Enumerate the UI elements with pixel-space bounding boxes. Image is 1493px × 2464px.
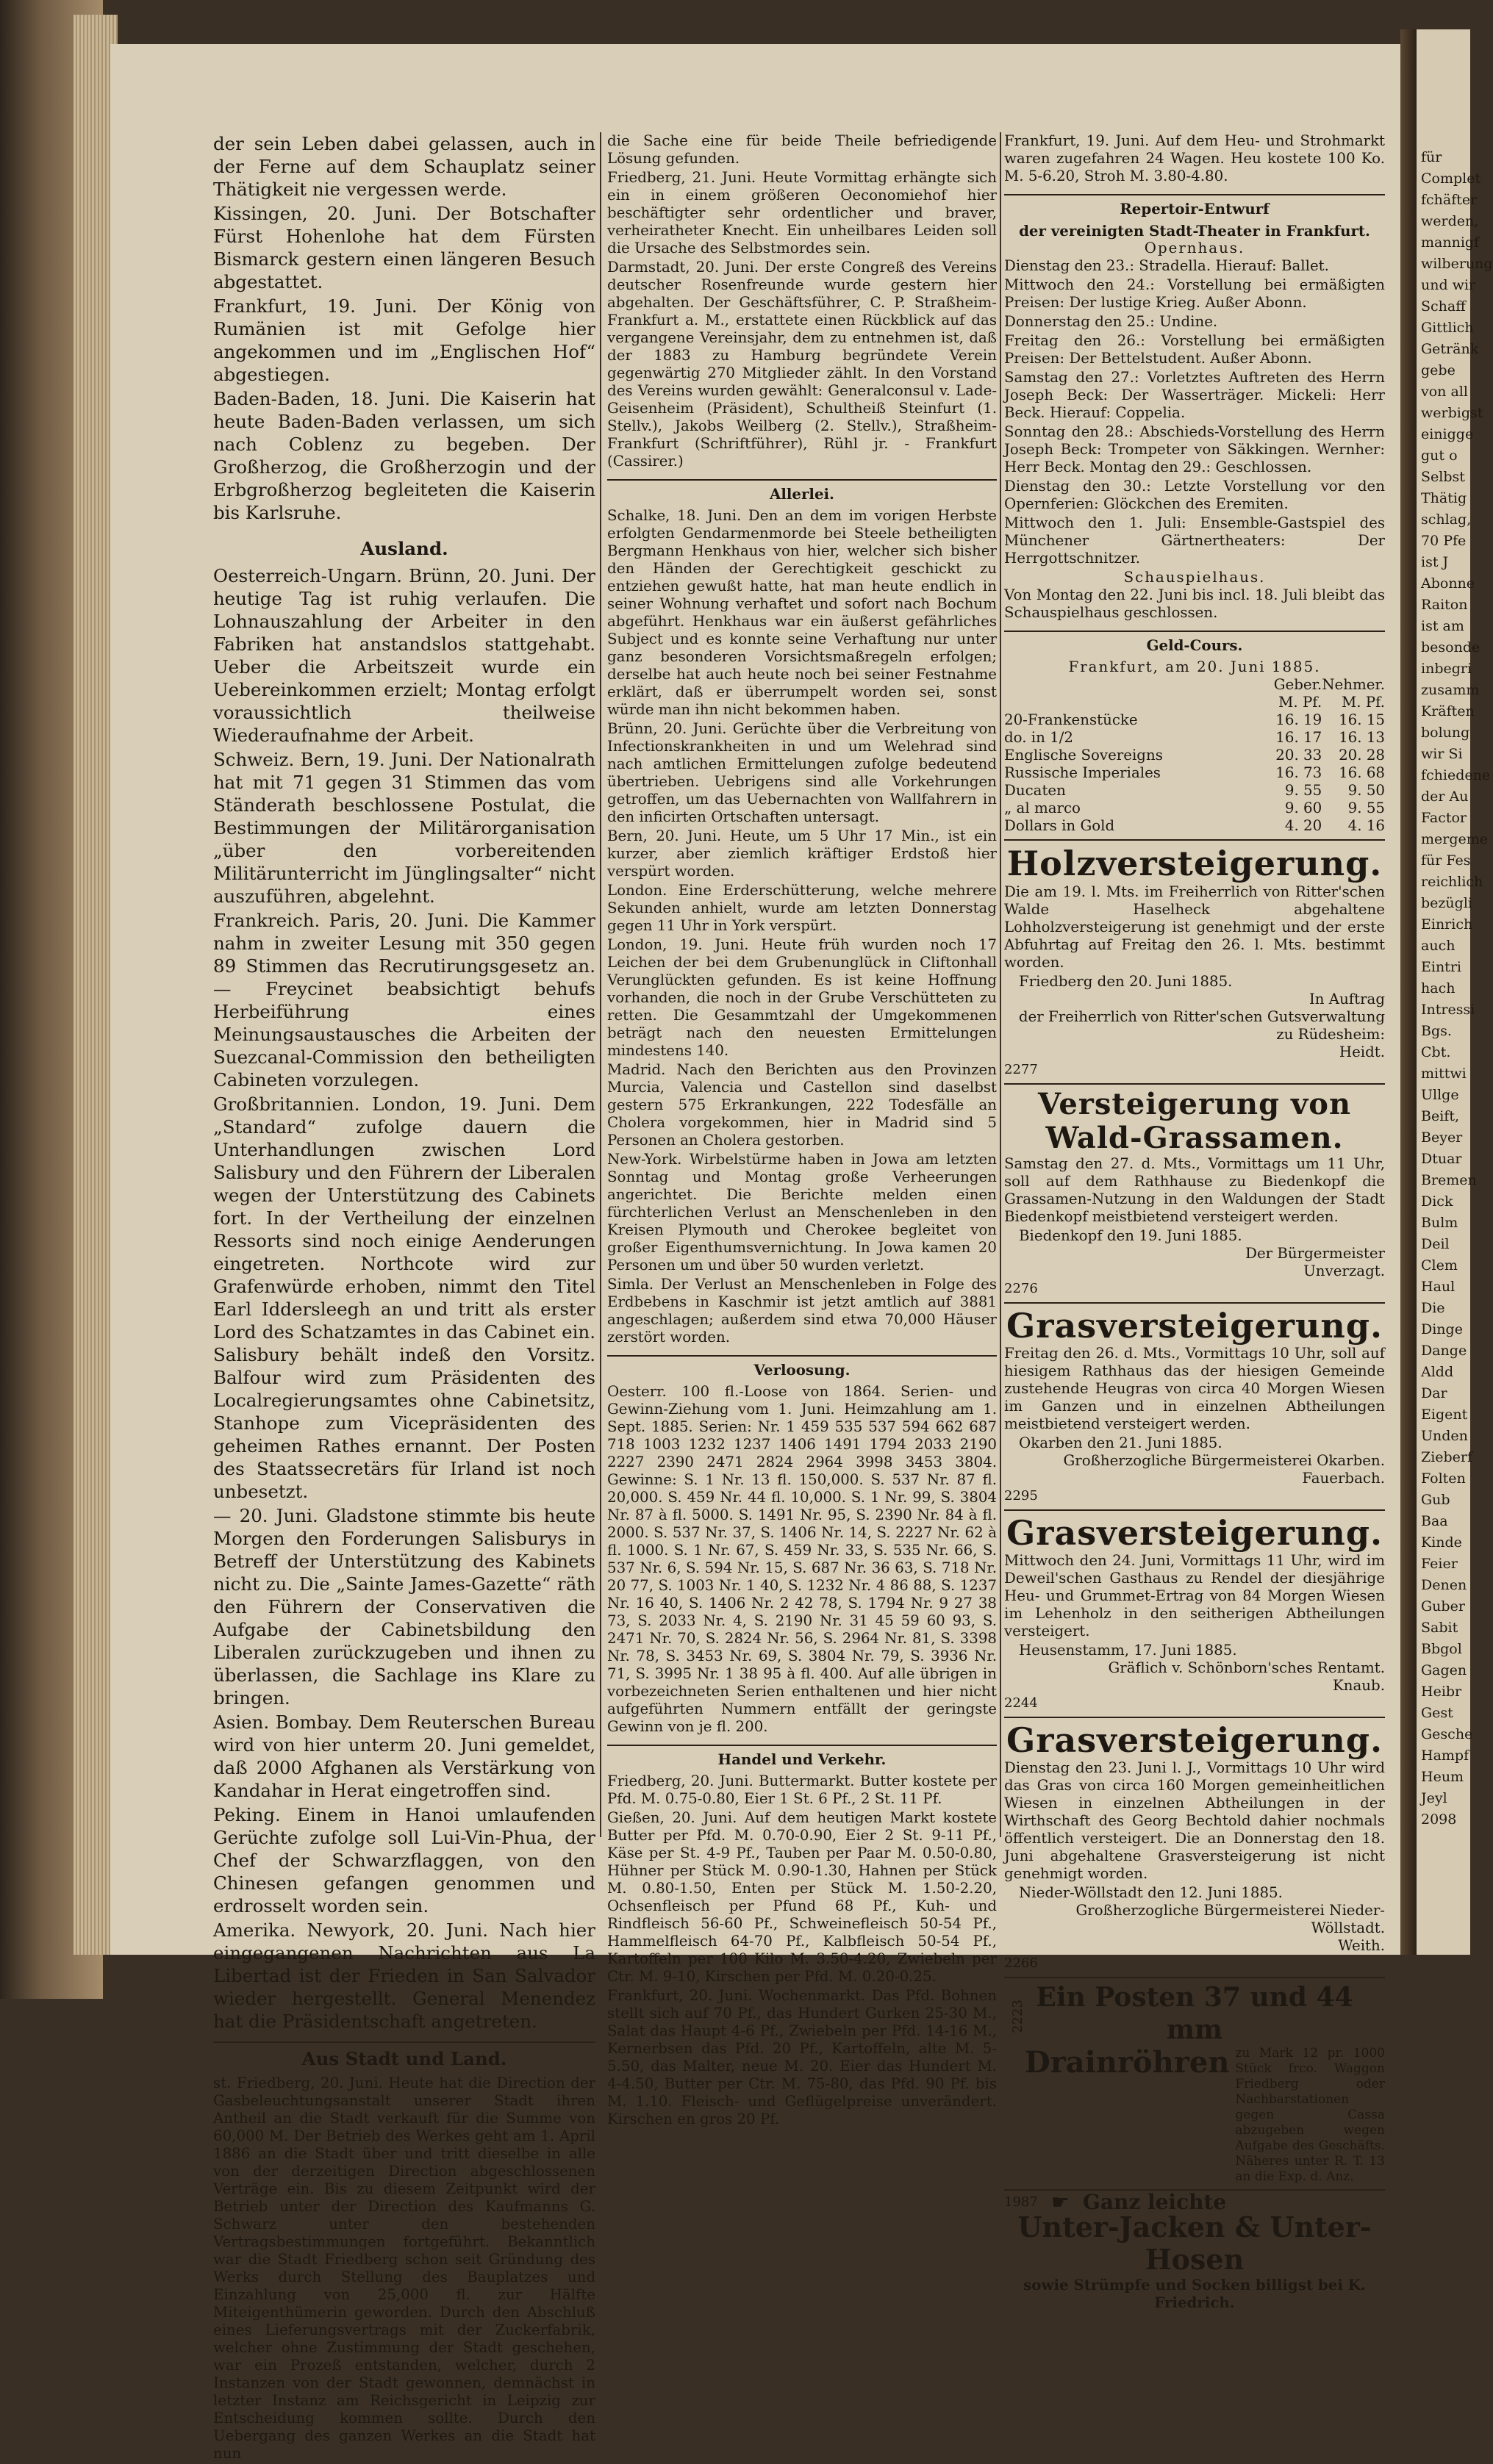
unter-line-2: Unter-Jacken & Unter-Hosen <box>1017 2210 1372 2276</box>
col1-news <box>213 132 595 524</box>
fragment-line: Hampf <box>1421 1748 1469 1764</box>
unterjacken-ad <box>1004 2189 1385 2311</box>
fragment-line: Selbst <box>1421 469 1465 485</box>
currency-name: do. in 1/2 <box>1004 729 1073 746</box>
handel-paragraph: Frankfurt, 20. Juni. Wochenmarkt. Das Pfd. Bohnen stellt sich auf 70 Pf., das Hundert Gurken 25-30 M., Salat das Haupt 4-6 Pf., Zwiebeln per Pfd. 14-16 M., Kernerbsen das Pfd. 20 Pf., Kartoffeln, alte M. 5-5.50, das Malter, neue M. 20. Eier das Hundert M. 4-4.50, Butter per Ctr. M. 75-80, das Pfd. 90 Pf. bis M. 1.10. Fleisch- und Geflügelpreise unverändert. Kirschen en gros 20 Pf. <box>607 1987 997 2127</box>
fragment-line: auch <box>1421 938 1456 954</box>
verloosung-text: Oesterr. 100 fl.-Loose von 1864. Serien- und Gewinn-Ziehung vom 1. Juni. Heimzahlung am 1. Sept. 1885. Serien: Nr. 1 459 535 537 594 662 687 718 1003 1232 1237 1406 1491 1794 2033 2190 2227 2390 2471 2824 2964 3998 3453 3804. Gewinne: S. 1 Nr. 13 fl. 150,000. S. 537 Nr. 87 fl. 20,000. S. 459 Nr. 44 fl. 10,000. S. 1 Nr. 99, S. 3804 Nr. 87 à fl. 5000. S. 1491 Nr. 95, S. 2390 Nr. 84 à fl. 2000. S. 537 Nr. 37, S. 1406 Nr. 14, S. 2227 Nr. 62 à fl. 1000. S. 1 Nr. 67, S. 459 Nr. 33, S. 535 Nr. 66, S. 537 Nr. 6, S. 594 Nr. 15, S. 687 Nr. 36 63, S. 718 Nr. 20 77, S. 1003 Nr. 1 40, S. 1232 Nr. 4 86 88, S. 1237 Nr. 16 40, S. 1406 Nr. 2 42 78, S. 1794 Nr. 9 27 38 73, S. 2033 Nr. 4, S. 2190 Nr. 31 45 59 60 93, S. 2471 Nr. 70, S. 2824 Nr. 56, S. 2964 Nr. 81, S. 3398 Nr. 78, S. 3453 Nr. 69, S. 3804 Nr. 79, S. 3936 Nr. 71, S. 3995 Nr. 1 38 95 à fl. 400. Auf alle übrigen in vorbezeichneten Serien enthaltenen und hier nicht aufgeführten Nummern entfällt der geringste Gewinn von je fl. 200. <box>607 1383 997 1735</box>
auction-ad <box>1004 1083 1385 1298</box>
allerlei-paragraph: Simla. Der Verlust an Menschenleben in Folge des Erdbebens in Kaschmir ist jetzt amtlich auf 3881 angeschlagen; außerdem sind etwa 70,000 Häuser zerstört worden. <box>607 1276 997 1346</box>
fragment-line: Intressi <box>1421 1002 1475 1018</box>
ad-place: Biedenkopf den 19. Juni 1885. <box>1019 1227 1242 1244</box>
fragment-line: Feier <box>1421 1556 1458 1572</box>
repertoire-line: Mittwoch den 24.: Vorstellung bei ermäßigten Preisen: Der lustige Krieg. Außer Abonn. <box>1004 276 1385 311</box>
fragment-line: Einrich <box>1421 916 1473 933</box>
fragment-line: fchäfter <box>1421 192 1478 208</box>
advertisements <box>1004 839 1385 1972</box>
column-1 <box>213 132 595 2464</box>
ad-title: Versteigerung von Wald-Grassamen. <box>1037 1087 1352 1155</box>
ad-number: 2276 <box>1004 1281 1038 1296</box>
fragment-line: schlag, <box>1421 511 1472 528</box>
fragment-line: gebe <box>1421 362 1456 378</box>
fragment-line: Gest <box>1421 1705 1453 1721</box>
book-gutter <box>1400 29 1417 1955</box>
fragment-line: Cbt. <box>1421 1044 1451 1060</box>
fragment-line: Gittlich <box>1421 320 1474 336</box>
news-paragraph: Darmstadt, 20. Juni. Der erste Congreß des Vereins deutscher Rosenfreunde wurde gestern hier abgehalten. Der Geschäftsführer, C. P. Straßheim-Frankfurt a. M., erstattete einen Rückblick auf das vergangene Vereinsjahr, dem zu entnehmen ist, daß der 1883 zu Hamburg begründete Verein gegenwärtig 270 Mitglieder zählt. In den Vorstand des Vereins wurden gewählt: Generalconsul v. Lade-Geisenheim (Präsident), Schultheiß Steinfurt (1. Stellv.), Jakobs Weilberg (2. Stellv.), Straßheim-Frankfurt (Schriftführer), Rühl jr. - Frankfurt (Cassirer.) <box>607 259 997 470</box>
ad-title: Grasversteigerung. <box>1006 1306 1383 1346</box>
nehmer-value: 16. 15 <box>1339 711 1385 728</box>
allerlei-paragraph: Brünn, 20. Juni. Gerüchte über die Verbreitung von Infectionskrankheiten in und um Welehrad sind nach amtlichen Ermittelungen zufolge bedeutend übertrieben. Uebrigens sind alle Vorkehrungen getroffen, um das Uebernachten von Wallfahrern in den inficirten Ortschaften untersagt. <box>607 720 997 825</box>
nehmer-value: 4. 16 <box>1347 817 1385 834</box>
ausland-paragraph: — 20. Juni. Gladstone stimmte bis heute Morgen den Forderungen Salisburys in Betreff der Unterstützung des Kabinets nicht zu. Die „Sainte James-Gazette“ räth den Führern der Conservativen die Aufgabe der Cabinetsbildung den Liberalen zurückzugeben und ihnen zu überlassen, die Sachlage ins Klare zu bringen. <box>213 1505 595 1709</box>
fragment-line: Bbgol <box>1421 1641 1462 1657</box>
col2-news <box>607 132 997 470</box>
geber-value: 20. 33 <box>1275 747 1322 764</box>
ad-sign: In Auftrag <box>1308 991 1385 1007</box>
news-paragraph: Baden-Baden, 18. Juni. Die Kaiserin hat heute Baden-Baden verlassen, um sich nach Coblenz zu begeben. Der Großherzog, die Großherzogin und der Erbgroßherzog begleiteten die Kaiserin bis Karlsruhe. <box>213 388 595 523</box>
geber-value: 4. 20 <box>1284 817 1322 834</box>
fragment-line: ist am <box>1421 618 1464 634</box>
ausland-paragraph: Peking. Einem in Hanoi umlaufenden Gerüchte zufolge soll Lui-Vin-Phua, der Chef der Schwarzflaggen, von den Chinesen gefangen genommen und erdrosselt worden sein. <box>213 1804 595 1917</box>
geldcours-heading: Geld-Cours. <box>1004 631 1385 654</box>
repertoire-line: Dienstag den 30.: Letzte Vorstellung vor den Opernferien: Glöckchen des Eremiten. <box>1004 478 1385 512</box>
ad-place: Nieder-Wöllstadt den 12. Juni 1885. <box>1019 1884 1283 1901</box>
ad-sign: Großherzogliche Bürgermeisterei Okarben. <box>1063 1452 1385 1469</box>
geldcours-row <box>1004 800 1385 817</box>
fragment-line: Raiton <box>1421 597 1468 613</box>
ausland-paragraph: Asien. Bombay. Dem Reuterschen Bureau wird von hier unterm 20. Juni gemeldet, daß 2000 Afghanen als Verstärkung von Kandahar in Herat eingetroffen sind. <box>213 1711 595 1801</box>
fragment-line: Schaff <box>1421 298 1466 315</box>
fragment-line: Zieberf <box>1421 1449 1473 1465</box>
fragment-line: Abonne <box>1421 575 1475 592</box>
ad-sign: Gräflich v. Schönborn'sches Rentamt. <box>1108 1659 1385 1676</box>
nehmer-value: 9. 55 <box>1347 800 1385 816</box>
fragment-line: Sabit <box>1421 1620 1458 1636</box>
ad-place: Heusenstamm, 17. Juni 1885. <box>1019 1642 1237 1659</box>
nehmer-header: Nehmer. <box>1322 676 1385 693</box>
currency-name: Ducaten <box>1004 782 1066 799</box>
fragment-line: Deil <box>1421 1236 1450 1252</box>
handel-heading: Handel und Verkehr. <box>607 1745 997 1768</box>
ad-body: Die am 19. l. Mts. im Freiherrlich von Ritter'schen Walde Haselheck abgehaltene Lohholzversteigerung ist genehmigt und der erste Abfuhrtag auf Freitag den 26. l. Mts. bestimmt worden. <box>1004 883 1385 971</box>
fragment-line: der Au <box>1421 789 1469 805</box>
ad-place: Friedberg den 20. Juni 1885. <box>1019 973 1233 990</box>
allerlei-paragraph: Schalke, 18. Juni. Den an dem im vorigen Herbste erfolgten Gendarmenmorde bei Steele betheiligten Bergmann Henkhaus von hier, welcher sich bisher den Händen der Gerechtigkeit geschickt zu entziehen gewußt hatte, hat man heute endlich in seiner Wohnung verhaftet und sofort nach Bochum abgeführt. Henkhaus war ein äußerst gefährliches Subject und es konnte seine Verhaftung nur unter ganz besonderen Vorsichtsmaßregeln erfolgen; derselbe hat auch heute noch bei seiner Festnahme erklärt, daß er überrumpelt worden sei, sonst würde man ihn nicht bekommen haben. <box>607 507 997 718</box>
column-rule-2 <box>1000 132 1001 1837</box>
fragment-line: Gagen <box>1421 1662 1467 1678</box>
news-paragraph: Kissingen, 20. Juni. Der Botschafter Fürst Hohenlohe hat dem Fürsten Bismarck gestern einen längeren Besuch abgestattet. <box>213 203 595 292</box>
fragment-line: Eigent <box>1421 1407 1468 1423</box>
fragment-line: Bgs. <box>1421 1023 1452 1039</box>
fragment-line: Ullge <box>1421 1087 1459 1103</box>
fragment-line: mittwi <box>1421 1066 1467 1082</box>
fragment-line: Jeyl <box>1421 1790 1447 1806</box>
fragment-line: Haul <box>1421 1279 1456 1295</box>
fragment-line: wir Si <box>1421 746 1463 762</box>
currency-name: Russische Imperiales <box>1004 764 1161 781</box>
fragment-line: reichlich <box>1421 874 1483 890</box>
repertoire-heading: Repertoir-Entwurf <box>1004 194 1385 218</box>
allerlei-paragraph: New-York. Wirbelstürme haben in Jowa am letzten Sonntag und Montag große Verheerungen angerichtet. Die Berichte melden einen fürchterlichen Verlust an Menschenleben in den Kreisen Plymouth und Cherokee begleitet von großer Eigenthumsvernichtung. In Jowa kamen 20 Personen um und über 50 wurden verletzt. <box>607 1151 997 1274</box>
fragment-line: zusamm <box>1421 682 1480 698</box>
fragment-line: 2098 <box>1421 1811 1457 1828</box>
fragment-line: ist J <box>1421 554 1449 570</box>
fragment-line: für <box>1421 149 1442 165</box>
handel-paragraph: Friedberg, 20. Juni. Buttermarkt. Butter kostete per Pfd. M. 0.75-0.80, Eier 1 St. 6 Pf., 2 St. 11 Pf. <box>607 1772 997 1807</box>
nehmer-value: 16. 13 <box>1339 729 1385 746</box>
auction-ad <box>1004 839 1385 1079</box>
repertoire-line: Mittwoch den 1. Juli: Ensemble-Gastspiel des Münchener Gärtnertheaters: Der Herrgottschnitzer. <box>1004 514 1385 567</box>
currency-name: „ al marco <box>1004 800 1081 816</box>
next-page-edge <box>1417 29 1493 1955</box>
unter-line-3: sowie Strümpfe und Socken billigst bei K. Friedrich. <box>1023 2276 1366 2311</box>
ad-number: 2244 <box>1004 1695 1038 1711</box>
handel-news <box>607 1772 997 2128</box>
ad-place: Okarben den 21. Juni 1885. <box>1019 1434 1222 1451</box>
fragment-line: gut o <box>1421 448 1458 464</box>
fragment-line: werden, <box>1421 213 1479 229</box>
fragment-line: hach <box>1421 980 1456 996</box>
fragment-line: Dtuar <box>1421 1151 1462 1167</box>
opernhaus-heading: Opernhaus. <box>1144 240 1245 256</box>
schauspielhaus-text: Von Montag den 22. Juni bis incl. 18. Juli bleibt das Schauspielhaus geschlossen. <box>1004 586 1385 621</box>
fragment-line: Dinge <box>1421 1321 1463 1337</box>
verloosung-heading: Verloosung. <box>607 1355 997 1379</box>
fragment-line: Eintri <box>1421 959 1461 975</box>
repertoire-line: Dienstag den 23.: Stradella. Hierauf: Ballet. <box>1004 257 1329 274</box>
geber-unit: M. Pf. <box>1278 694 1322 711</box>
ad-number: 2277 <box>1004 1062 1038 1077</box>
fragment-line: einigge <box>1421 426 1474 442</box>
repertoire-line: Freitag den 26.: Vorstellung bei ermäßigten Preisen: Der Bettelstudent. Außer Abonn. <box>1004 332 1385 367</box>
ad-body: Samstag den 27. d. Mts., Vormittags um 11 Uhr, soll auf dem Rathhause zu Biedenkopf die Grassamen-Nutzung in den Waldungen der Stadt Biedenkopf meistbietend versteigert werden. <box>1004 1155 1385 1225</box>
ad-body: Mittwoch den 24. Juni, Vormittags 11 Uhr, wird im Deweil'schen Gasthaus zu Rendel der diesjährige Heu- und Grummet-Ertrag von 84 Morgen Wiesen im Lehenholz in den seitherigen Abtheilungen versteigert. <box>1004 1552 1385 1639</box>
fragment-line: und wir <box>1421 277 1476 293</box>
allerlei-paragraph: London. Eine Erderschütterung, welche mehrere Sekunden anhielt, wurde am letzten Donnerstag gegen 11 Uhr in York verspürt. <box>607 882 997 934</box>
auction-ad <box>1004 1509 1385 1712</box>
ausland-heading: Ausland. <box>360 538 448 559</box>
auction-ad <box>1004 1717 1385 1972</box>
stadt-article: st. Friedberg, 20. Juni. Heute hat die Direction der Gasbeleuchtungsanstalt unserer Stadt ihren Antheil an die Stadt verkauft für die Summe von 60,000 M. Der Betrieb des Werkes geht am 1. April 1886 an die Stadt über und tritt dieselbe in alle von der derzeitigen Direction abgeschlossenen Verträge ein. Bis zu diesem Zeitpunkt wird der Betrieb unter der Direction des Kaufmanns G. Schwarz unter den bestehenden Vertragsbestimmungen fortgeführt. Bekanntlich war die Stadt Friedberg schon seit Gründung des Werks durch Stellung des Bauplatzes und Einzahlung von 25,000 fl. zur Hälfte Miteigenthümerin geworden. Durch den Abschluß eines Lieferungsvertrags mit der Zuckerfabrik, welcher ohne Zustimmung der Stadt geschehen, war ein Prozeß entstanden, welcher, durch 2 Instanzen von der Stadt gewonnen, demnächst in letzter Instanz am Reichsgericht in Leipzig zur Entscheidung kommen sollte. Durch den Uebergang des ganzen Werkes an die Stadt hat nun <box>213 2075 595 2462</box>
fragment-line: Guber <box>1421 1598 1465 1614</box>
geldcours-date: Frankfurt, am 20. Juni 1885. <box>1068 658 1321 675</box>
heumarkt-text: Frankfurt, 19. Juni. Auf dem Heu- und Strohmarkt waren zugefahren 24 Wagen. Heu kostete 100 Ko. M. 5-6.20, Stroh M. 3.80-4.80. <box>1004 132 1385 184</box>
fragment-line: Bulm <box>1421 1215 1458 1231</box>
repertoire-line: Donnerstag den 25.: Undine. <box>1004 313 1218 330</box>
geldcours-row <box>1004 711 1385 729</box>
fragment-line: Heibr <box>1421 1684 1462 1700</box>
drain-title-1: Ein Posten 37 und 44 mm <box>1036 1982 1353 2045</box>
fragment-line: Gesche <box>1421 1726 1473 1742</box>
fragment-line: bolung <box>1421 725 1470 741</box>
currency-name: 20-Frankenstücke <box>1004 711 1138 728</box>
geber-value: 16. 17 <box>1275 729 1322 746</box>
fragment-line: inbegri <box>1421 661 1472 677</box>
fragment-line: Dange <box>1421 1343 1467 1359</box>
news-paragraph: der sein Leben dabei gelassen, auch in der Ferne auf dem Schauplatz seiner Thätigkeit nie vergessen werde. <box>213 133 595 200</box>
fragment-line: Gub <box>1421 1492 1450 1508</box>
nehmer-value: 9. 50 <box>1347 782 1385 799</box>
column-3 <box>1004 132 1385 2311</box>
nehmer-value: 16. 68 <box>1339 764 1385 781</box>
geldcours-row <box>1004 729 1385 747</box>
ausland-paragraph: Amerika. Newyork, 20. Juni. Nach hier eingegangenen Nachrichten aus La Libertad ist der Frieden in San Salvador wieder hergestellt. General Menendez hat die Präsidentschaft angetreten. <box>213 1919 595 2032</box>
pointing-hand-icon: ☛ <box>1050 2190 1070 2214</box>
ad-sign: Fauerbach. <box>1302 1470 1385 1487</box>
ausland-paragraph: Frankreich. Paris, 20. Juni. Die Kammer nahm in zweiter Lesung mit 350 gegen 89 Stimmen das Recrutirungsgesetz an. — Freycinet beabsichtigt behufs Herbeiführung eines Meinungsaustausches die Arbeiten der Suezcanal-Commission den betheiligten Cabineten vorzulegen. <box>213 910 595 1091</box>
ad-number: 2266 <box>1004 1955 1038 1971</box>
stadt-heading: Aus Stadt und Land. <box>213 2041 595 2070</box>
repertoire-line: Samstag den 27.: Vorletztes Auftreten des Herrn Joseph Beck: Der Wasserträger. Mickeli: Herr Beck. Hierauf: Coppelia. <box>1004 369 1385 421</box>
repertoire-list <box>1004 257 1385 567</box>
fragment-line: Beyer <box>1421 1129 1463 1146</box>
ad-number: 2295 <box>1004 1488 1038 1504</box>
geldcours-table <box>1004 676 1385 835</box>
fragment-line: Thätig <box>1421 490 1467 506</box>
nehmer-value: 20. 28 <box>1339 747 1385 764</box>
ausland-paragraph: Oesterreich-Ungarn. Brünn, 20. Juni. Der heutige Tag ist ruhig verlaufen. Die Lohnauszahlung der Arbeiter in den Fabriken hat anstandslos stattgehabt. Ueber die Arbeitszeit wurde ein Uebereinkommen erzielt; Montag erfolgt voraussichtlich theilweise Wiederaufnahme der Arbeit. <box>213 565 595 746</box>
unter-ad-number: 1987 <box>1004 2194 1038 2210</box>
ad-sign: Heidt. <box>1339 1044 1385 1060</box>
allerlei-news <box>607 507 997 1346</box>
column-2 <box>607 132 997 2130</box>
ad-sign: Knaub. <box>1332 1677 1385 1694</box>
ausland-paragraph: Großbritannien. London, 19. Juni. Dem „Standard“ zufolge dauern die Unterhandlungen zwischen Lord Salisbury und den Führern der Liberalen wegen der Unterstützung des Cabinets fort. In der Vertheilung der einzelnen Ressorts sind noch einige Aenderungen eingetreten. Northcote wird zur Grafenwürde erhoben, nimmt den Titel Earl Iddersleegh an und tritt als erster Lord des Schatzamtes in das Cabinet ein. Salisbury behält indeß den Vorsitz. Balfour wird zum Präsidenten des Localregierungsamtes ohne Cabinetsitz, Stanhope zum Vicepräsidenten des geheimen Rathes ernannt. Der Posten des Staatssecretärs für Irland ist noch unbesetzt. <box>213 1093 595 1502</box>
fragment-line: besonde <box>1421 639 1481 655</box>
news-paragraph: Frankfurt, 19. Juni. Der König von Rumänien ist mit Gefolge hier angekommen und im „Englischen Hof“ abgestiegen. <box>213 295 595 385</box>
fragment-line: Folten <box>1421 1470 1466 1487</box>
fragment-line: Complet <box>1421 170 1481 187</box>
fragment-line: Beift, <box>1421 1108 1459 1124</box>
fragment-line: 70 Pfe <box>1421 533 1467 549</box>
geber-header: Geber. <box>1273 676 1322 693</box>
drainroehren-ad <box>1004 1977 1385 2185</box>
fragment-line: Kräften <box>1421 703 1475 719</box>
handel-paragraph: Gießen, 20. Juni. Auf dem heutigen Markt kostete Butter per Pfd. M. 0.70-0.90, Eier 2 St. 9-11 Pf., Käse per St. 4-9 Pf., Tauben per Paar M. 0.50-0.80, Hühner per Stück M. 0.90-1.30, Hahnen per Stück M. 0.80-1.50, Enten per Stück M. 1.50-2.20, Ochsenfleisch per Pfund 68 Pf., Kuh- und Rindfleisch 56-60 Pf., Schweinefleisch 50-54 Pf., Hammelfleisch 64-70 Pf., Kalbfleisch 50-54 Pf., Kartoffeln per 100 Kilo M. 3.50-4.20, Zwiebeln per Ctr. M. 9-10, Kirschen per Pfd. M. 0.20-0.25. <box>607 1809 997 1985</box>
fragment-line: fchiedene <box>1421 767 1491 783</box>
geldcours-row <box>1004 747 1385 764</box>
auction-ad <box>1004 1302 1385 1505</box>
currency-name: Englische Sovereigns <box>1004 747 1163 764</box>
repertoire-subheading: der vereinigten Stadt-Theater in Frankfurt. <box>1019 222 1370 240</box>
geber-value: 16. 19 <box>1275 711 1322 728</box>
fragment-line: Dar <box>1421 1385 1447 1401</box>
fragment-line: Heum <box>1421 1769 1464 1785</box>
geldcours-header-row <box>1004 676 1385 694</box>
repertoire-line: Sonntag den 28.: Abschieds-Vorstellung des Herrn Joseph Beck: Trompeter von Säkkingen. Wernher: Herr Beck. Montag den 29.: Geschlossen. <box>1004 423 1385 475</box>
geber-value: 9. 60 <box>1284 800 1322 816</box>
ad-title: Holzversteigerung. <box>1006 844 1383 883</box>
fragment-line: Clem <box>1421 1257 1458 1274</box>
ad-sign: Großherzogliche Bürgermeisterei Nieder-Wöllstadt. <box>1075 1902 1385 1936</box>
next-page-fragment <box>1417 29 1493 1831</box>
currency-name: Dollars in Gold <box>1004 817 1115 834</box>
ad-body: Freitag den 26. d. Mts., Vormittags 10 Uhr, soll auf hiesigem Rathhaus das der hiesigen Gemeinde zustehende Heugras von circa 40 Morgen Wiesen im Ganzen und in einzelnen Abtheilungen meistbietend versteigert werden. <box>1004 1345 1385 1432</box>
drain-body: zu Mark 12 pr. 1000 Stück frco. Waggon Friedberg oder Nachbarstationen gegen Cassa abzugeben wegen Aufgabe des Geschäfts. Näheres unter R. T. 13 an die Exp. d. Anz. <box>1235 2046 1385 2184</box>
ad-title: Grasversteigerung. <box>1006 1720 1383 1760</box>
fragment-line: Kinde <box>1421 1534 1462 1551</box>
fragment-line: Bremen <box>1421 1172 1477 1188</box>
ad-sign: der Freiherrlich von Ritter'schen Gutsverwaltung zu Rüdesheim: <box>1018 1008 1385 1043</box>
fragment-line: mergeme <box>1421 831 1489 847</box>
ad-title: Grasversteigerung. <box>1006 1513 1383 1553</box>
fragment-line: wilberung <box>1421 256 1493 272</box>
fragment-line: Factor <box>1421 810 1467 826</box>
ad-sign: Weith. <box>1338 1937 1385 1954</box>
geber-value: 16. 73 <box>1275 764 1322 781</box>
fragment-line: Dick <box>1421 1193 1453 1210</box>
nehmer-unit: M. Pf. <box>1341 694 1385 711</box>
ausland-news <box>213 564 595 2033</box>
news-paragraph: Friedberg, 21. Juni. Heute Vormittag erhängte sich ein in einem größeren Oeconomiehof hier beschäftigter sehr ordentlicher und braver, verheiratheter Knecht. Ein unheilbares Leiden soll die Ursache des Selbstmordes sein. <box>607 169 997 256</box>
fragment-line: Aldd <box>1421 1364 1454 1380</box>
allerlei-paragraph: Bern, 20. Juni. Heute, um 5 Uhr 17 Min., ist ein kurzer, aber ziemlich kräftiger Erdstoß hier verspürt worden. <box>607 827 997 880</box>
fragment-line: Unden <box>1421 1428 1468 1444</box>
fragment-line: von all <box>1421 384 1468 400</box>
fragment-line: für Fes <box>1421 852 1471 869</box>
geldcours-row <box>1004 782 1385 800</box>
drain-ad-number: 2223 <box>1009 2000 1025 2033</box>
fragment-line: Baa <box>1421 1513 1448 1529</box>
fragment-line: mannigf <box>1421 234 1480 251</box>
ad-sign: Der Bürgermeister <box>1245 1245 1385 1262</box>
allerlei-heading: Allerlei. <box>607 479 997 503</box>
schauspielhaus-heading: Schauspielhaus. <box>1123 569 1266 586</box>
fragment-line: Die <box>1421 1300 1445 1316</box>
fragment-line: bezügli <box>1421 895 1472 911</box>
drain-title-2: Drainröhren <box>1025 2045 1230 2080</box>
geber-value: 9. 55 <box>1284 782 1322 799</box>
ad-body: Dienstag den 23. Juni l. J., Vormittags 10 Uhr wird das Gras von circa 160 Morgen gemeinheitlichen Wiesen in einzelnen Abtheilungen in der Wirthschaft des Georg Bechtold dahier nochmals öffentlich versteigert. Die an Donnerstag den 18. Juni abgehaltene Grasversteigerung ist nicht genehmigt worden. <box>1004 1759 1385 1882</box>
fragment-line: Getränk <box>1421 341 1479 357</box>
fragment-line: werbigst <box>1421 405 1483 421</box>
geldcours-row <box>1004 817 1385 835</box>
ad-sign: Unverzagt. <box>1303 1262 1385 1279</box>
allerlei-paragraph: London, 19. Juni. Heute früh wurden noch 17 Leichen der bei dem Grubenunglück in Cliftonhall Verunglückten gefunden. Es ist keine Hoffnung vorhanden, die noch in der Grube Verschütteten zu retten. Die Gesammtzahl der Umgekommenen beträgt nach den neuesten Ermittelungen mindestens 140. <box>607 936 997 1059</box>
allerlei-paragraph: Madrid. Nach den Berichten aus den Provinzen Murcia, Valencia und Castellon sind daselbst gestern 575 Erkrankungen, 222 Todesfälle an Cholera vorgekommen, hier in Madrid sind 5 Personen an Cholera gestorben. <box>607 1061 997 1149</box>
news-paragraph: die Sache eine für beide Theile befriedigende Lösung gefunden. <box>607 132 997 167</box>
unter-line-1: Ganz leichte <box>1082 2190 1227 2214</box>
column-rule-1 <box>600 132 601 1837</box>
geldcours-row <box>1004 764 1385 782</box>
geldcours-unit-row <box>1004 694 1385 711</box>
ausland-paragraph: Schweiz. Bern, 19. Juni. Der Nationalrath hat mit 71 gegen 31 Stimmen das vom Ständerath beschlossene Postulat, die Bestimmungen der Militärorganisation „über den vorbereitenden Militärunterricht im Jünglingsalter“ nicht auszuführen, abgelehnt. <box>213 749 595 907</box>
fragment-line: Denen <box>1421 1577 1467 1593</box>
